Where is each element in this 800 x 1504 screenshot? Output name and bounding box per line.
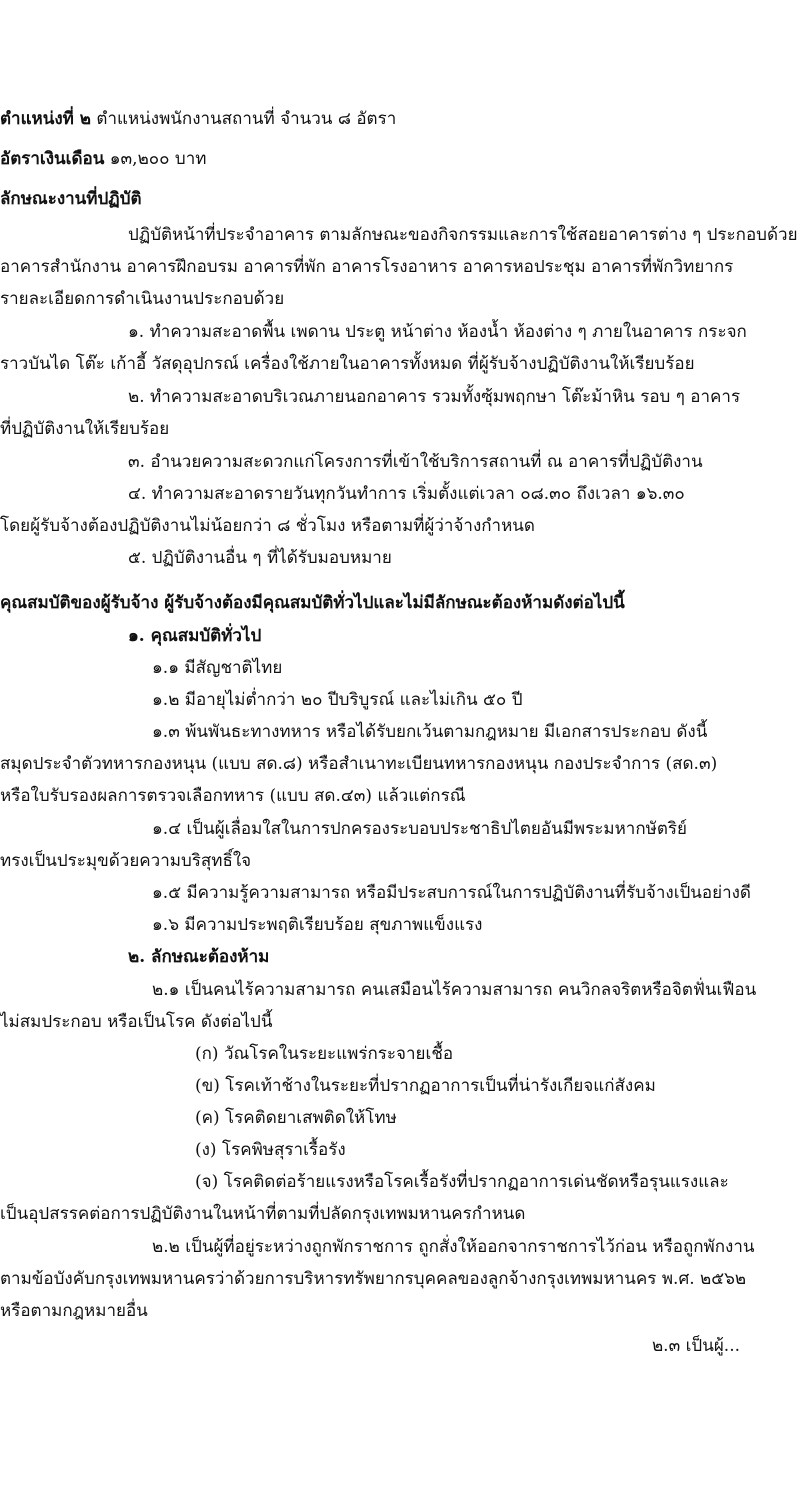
prohibited-item: เป็นอุปสรรคต่อการปฏิบัติงานในหน้าที่ตามที่ปลัดกรุงเทพมหานครกำหนด: [0, 1204, 526, 1224]
duties-line: อาคารสำนักงาน อาคารฝึกอบรม อาคารที่พัก อาคารโรงอาหาร อาคารหอประชุม อาคารที่พักวิทยากร: [0, 257, 734, 277]
qualification-item: ทรงเป็นประมุขด้วยความบริสุทธิ์ใจ: [0, 851, 252, 871]
qualification-item: สมุดประจำตัวทหารกองหนุน (แบบ สด.๘) หรือสำเนาทะเบียนทหารกองหนุน กองประจำการ (สด.๓): [0, 754, 718, 774]
qualification-item: ๑.๖ มีความประพฤติเรียบร้อย สุขภาพแข็งแรง: [152, 915, 483, 935]
qualification-item: ๑.๔ เป็นผู้เลื่อมใสในการปกครองระบอบประชาธิปไตยอันมีพระมหากษัตริย์: [152, 819, 687, 839]
position-line: [0, 107, 396, 131]
duties-line: ๕. ปฏิบัติงานอื่น ๆ ที่ได้รับมอบหมาย: [128, 548, 392, 568]
duties-heading: ลักษณะงานที่ปฏิบัติ: [0, 189, 142, 209]
prohibited-heading: ๒. ลักษณะต้องห้าม: [128, 947, 270, 967]
duties-line: ที่ปฏิบัติงานให้เรียบร้อย: [0, 419, 170, 439]
qualification-item: ๑.๑ มีสัญชาติไทย: [152, 658, 283, 678]
position-text: ตำแหน่งพนักงานสถานที่ จำนวน ๘ อัตรา: [91, 109, 397, 129]
salary-text: ๑๓,๒๐๐ บาท: [104, 149, 207, 169]
prohibited-item: ไม่สมประกอบ หรือเป็นโรค ดังต่อไปนี้: [0, 1012, 273, 1032]
qualifications-heading: คุณสมบัติของผู้รับจ้าง ผู้รับจ้างต้องมีคุณสมบัติทั่วไปและไม่มีลักษณะต้องห้ามดังต่อไปนี้: [0, 593, 625, 613]
position-label: ตำแหน่งที่ ๒: [0, 109, 92, 129]
salary-line: [0, 147, 206, 171]
prohibited-item: (ก) วัณโรคในระยะแพร่กระจายเชื้อ: [195, 1044, 454, 1064]
qualification-item: ๑.๒ มีอายุไม่ต่ำกว่า ๒๐ ปีบริบูรณ์ และไม่เกิน ๕๐ ปี: [152, 690, 523, 710]
prohibited-item: ตามข้อบังคับกรุงเทพมหานครว่าด้วยการบริหารทรัพยากรบุคคลของลูกจ้างกรุงเทพมหานคร พ.ศ. ๒๕๖๒: [0, 1269, 747, 1289]
qualification-item: ๑.๕ มีความรู้ความสามารถ หรือมีประสบการณ์ในการปฏิบัติงานที่รับจ้างเป็นอย่างดี: [152, 883, 751, 903]
prohibited-item: ๒.๒ เป็นผู้ที่อยู่ระหว่างถูกพักราชการ ถูกสั่งให้ออกจากราชการไว้ก่อน หรือถูกพักงาน: [152, 1237, 755, 1257]
prohibited-item: ๒.๑ เป็นคนไร้ความสามารถ คนเสมือนไร้ความสามารถ คนวิกลจริตหรือจิตฟั่นเฟือน: [152, 980, 757, 1000]
salary-label: อัตราเงินเดือน: [0, 149, 105, 169]
duties-line: รายละเอียดการดำเนินงานประกอบด้วย: [0, 289, 285, 309]
duties-line: ปฏิบัติหน้าที่ประจำอาคาร ตามลักษณะของกิจกรรมและการใช้สอยอาคารต่าง ๆ ประกอบด้วย: [128, 225, 798, 245]
duties-line: ๒. ทำความสะอาดบริเวณภายนอกอาคาร รวมทั้งซุ้มพฤกษา โต๊ะม้าหิน รอบ ๆ อาคาร: [128, 387, 741, 407]
duties-line: โดยผู้รับจ้างต้องปฏิบัติงานไม่น้อยกว่า ๘ ชั่วโมง หรือตามที่ผู้ว่าจ้างกำหนด: [0, 516, 535, 536]
duties-line: ๓. อำนวยความสะดวกแก่โครงการที่เข้าใช้บริการสถานที่ ณ อาคารที่ปฏิบัติงาน: [128, 452, 703, 472]
prohibited-item: (จ) โรคติดต่อร้ายแรงหรือโรคเรื้อรังที่ปรากฏอาการเด่นชัดหรือรุนแรงและ: [195, 1172, 729, 1192]
prohibited-item: หรือตามกฎหมายอื่น: [0, 1301, 148, 1321]
qualification-item: ๑.๓ พ้นพันธะทางทหาร หรือได้รับยกเว้นตามกฎหมาย มีเอกสารประกอบ ดังนี้: [152, 722, 708, 742]
general-qualifications-heading: ๑. คุณสมบัติทั่วไป: [128, 626, 262, 646]
duties-line: ราวบันได โต๊ะ เก้าอี้ วัสดุอุปกรณ์ เครื่องใช้ภายในอาคารทั้งหมด ที่ผู้รับจ้างปฏิบัติงานให้เรียบร้อย: [0, 354, 695, 374]
duties-line: ๔. ทำความสะอาดรายวันทุกวันทำการ เริ่มตั้งแต่เวลา ๐๘.๓๐ ถึงเวลา ๑๖.๓๐: [128, 484, 685, 504]
prohibited-item: (ข) โรคเท้าช้างในระยะที่ปรากฏอาการเป็นที่น่ารังเกียจแก่สังคม: [195, 1076, 656, 1096]
qualification-item: หรือใบรับรองผลการตรวจเลือกทหาร (แบบ สด.๔๓) แล้วแต่กรณี: [0, 786, 466, 806]
prohibited-item: (ค) โรคติดยาเสพติดให้โทษ: [195, 1108, 397, 1128]
prohibited-item: (ง) โรคพิษสุราเรื้อรัง: [195, 1140, 346, 1160]
duties-line: ๑. ทำความสะอาดพื้น เพดาน ประตู หน้าต่าง ห้องน้ำ ห้องต่าง ๆ ภายในอาคาร กระจก: [128, 322, 747, 342]
continuation-marker: ๒.๓ เป็นผู้...: [651, 1336, 740, 1356]
